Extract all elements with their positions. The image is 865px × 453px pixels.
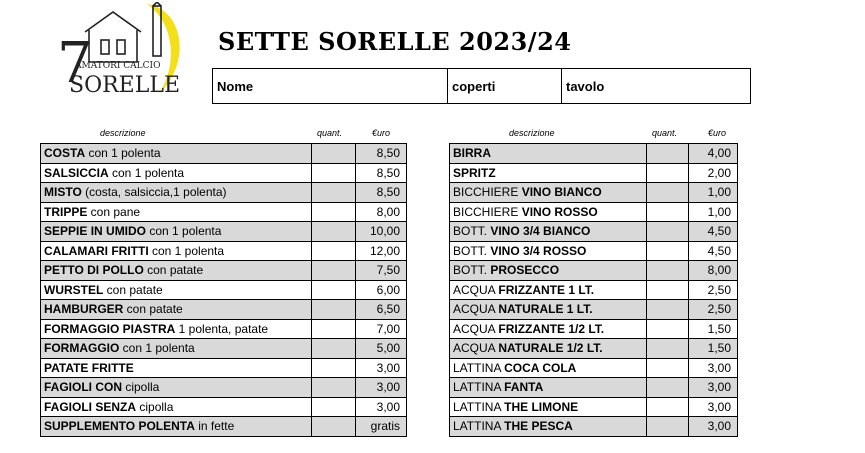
right-header-descrizione: descrizione (509, 128, 555, 138)
item-prefix: LATTINA (453, 380, 505, 395)
menu-row (41, 319, 407, 339)
item-description (450, 319, 647, 339)
quantity-cell[interactable] (647, 241, 689, 261)
menu-row (41, 280, 407, 300)
menu-row (450, 202, 738, 222)
item-prefix: BOTT. (453, 263, 491, 278)
quantity-cell[interactable] (312, 417, 356, 437)
quantity-cell[interactable] (312, 358, 356, 378)
quantity-cell[interactable] (647, 397, 689, 417)
item-name: SPRITZ (453, 165, 496, 180)
logo-number: 7 (57, 31, 93, 96)
price-cell: 8,50 (356, 144, 407, 164)
menu-row (450, 163, 738, 183)
item-description (41, 241, 312, 261)
menu-row (41, 339, 407, 359)
menu-row (450, 183, 738, 203)
item-name: PETTO DI POLLO (44, 263, 144, 278)
menu-row (450, 397, 738, 417)
item-prefix: BICCHIERE (453, 204, 522, 219)
quantity-cell[interactable] (312, 397, 356, 417)
item-name: VINO 3/4 ROSSO (490, 243, 587, 258)
item-detail: cipolla (136, 399, 174, 414)
item-description (450, 261, 647, 281)
item-name: VINO ROSSO (521, 204, 598, 219)
item-name: FRIZZANTE 1/2 LT. (498, 321, 605, 336)
item-name: FANTA (504, 380, 544, 395)
quantity-cell[interactable] (647, 222, 689, 242)
item-prefix: ACQUA (453, 341, 499, 356)
quantity-cell[interactable] (647, 319, 689, 339)
left-header-descrizione: descrizione (100, 128, 146, 138)
price-cell: 6,50 (356, 300, 407, 320)
quantity-cell[interactable] (312, 222, 356, 242)
price-cell: 3,00 (356, 378, 407, 398)
quantity-cell[interactable] (647, 261, 689, 281)
item-detail: con patate (143, 263, 204, 278)
menu-row (41, 144, 407, 164)
item-description (450, 358, 647, 378)
price-cell: 4,50 (689, 241, 738, 261)
menu-row (41, 417, 407, 437)
price-cell: 2,00 (689, 163, 738, 183)
item-detail: con 1 polenta (108, 165, 185, 180)
item-name: COSTA (44, 146, 86, 161)
item-description (41, 261, 312, 281)
right-header-quant: quant. (652, 128, 678, 138)
item-prefix: LATTINA (453, 419, 505, 434)
quantity-cell[interactable] (312, 202, 356, 222)
quantity-cell[interactable] (647, 417, 689, 437)
right-header-euro: €uro (708, 128, 727, 138)
item-detail: 1 polenta, patate (175, 321, 269, 336)
logo-graphic (55, 2, 187, 104)
item-detail: con patate (123, 302, 183, 317)
item-name: FORMAGGIO (44, 341, 120, 356)
item-description (450, 183, 647, 203)
quantity-cell[interactable] (312, 339, 356, 359)
menu-row (450, 417, 738, 437)
price-cell: 3,00 (356, 358, 407, 378)
item-detail: con pane (87, 204, 141, 219)
price-cell: 3,00 (356, 397, 407, 417)
item-name: NATURALE 1/2 LT. (498, 341, 603, 356)
item-description (450, 144, 647, 164)
item-detail: con patate (103, 282, 163, 297)
quantity-cell[interactable] (647, 280, 689, 300)
item-name: FRIZZANTE 1 LT. (498, 282, 595, 297)
item-detail: con 1 polenta (148, 243, 225, 258)
item-description (41, 163, 312, 183)
item-prefix: LATTINA (453, 360, 505, 375)
quantity-cell[interactable] (312, 183, 356, 203)
item-detail: con 1 polenta (85, 146, 161, 161)
item-name: WURSTEL (44, 282, 104, 297)
menu-row (450, 358, 738, 378)
drinks-menu-table (449, 143, 738, 437)
item-name: PATATE FRITTE (44, 360, 134, 375)
menu-row (41, 300, 407, 320)
item-prefix: BOTT. (453, 243, 491, 258)
menu-row (41, 183, 407, 203)
item-description (41, 397, 312, 417)
item-description (450, 222, 647, 242)
menu-row (450, 339, 738, 359)
item-name: MISTO (44, 185, 82, 200)
quantity-cell[interactable] (647, 144, 689, 164)
price-cell: 7,00 (356, 319, 407, 339)
item-description (450, 280, 647, 300)
price-cell: 8,00 (689, 261, 738, 281)
menu-row (450, 144, 738, 164)
menu-row (450, 261, 738, 281)
tavolo-field[interactable] (562, 69, 750, 103)
club-logo (55, 2, 187, 104)
item-description (41, 300, 312, 320)
item-name: PROSECCO (490, 263, 560, 278)
logo-arc-text: AMATORI CALCIO (75, 61, 161, 71)
nome-label: Nome (217, 78, 254, 94)
menu-row (450, 241, 738, 261)
item-description (41, 222, 312, 242)
price-cell: 4,00 (689, 144, 738, 164)
quantity-cell[interactable] (647, 378, 689, 398)
item-prefix: ACQUA (453, 321, 499, 336)
price-cell: 8,50 (356, 163, 407, 183)
item-detail: (costa, salsiccia,1 polenta) (81, 185, 227, 200)
price-cell: 3,00 (689, 417, 738, 437)
item-description (450, 417, 647, 437)
item-name: THE PESCA (504, 419, 573, 434)
quantity-cell[interactable] (312, 300, 356, 320)
item-name: FORMAGGIO PIASTRA (44, 321, 176, 336)
left-header-quant: quant. (317, 128, 343, 138)
quantity-cell[interactable] (312, 144, 356, 164)
item-name: FAGIOLI CON (44, 380, 122, 395)
price-cell: 8,00 (356, 202, 407, 222)
quantity-cell[interactable] (647, 163, 689, 183)
item-name: COCA COLA (504, 360, 577, 375)
item-name: NATURALE 1 LT. (498, 302, 593, 317)
menu-row (41, 241, 407, 261)
item-name: SUPPLEMENTO POLENTA (44, 419, 195, 434)
quantity-cell[interactable] (312, 241, 356, 261)
quantity-cell[interactable] (647, 339, 689, 359)
item-description (450, 241, 647, 261)
menu-row (450, 319, 738, 339)
item-detail: con 1 polenta (119, 341, 195, 356)
item-description (450, 378, 647, 398)
item-name: VINO BIANCO (521, 185, 602, 200)
page-title: SETTE SORELLE 2023/24 (218, 27, 572, 56)
item-description (450, 202, 647, 222)
item-detail: con 1 polenta (146, 224, 222, 239)
menu-row (450, 280, 738, 300)
price-cell: 7,50 (356, 261, 407, 281)
nome-field[interactable] (213, 69, 448, 103)
quantity-cell[interactable] (647, 202, 689, 222)
item-description (41, 319, 312, 339)
item-description (41, 339, 312, 359)
item-description (41, 183, 312, 203)
price-cell: 4,50 (689, 222, 738, 242)
church-icon (85, 2, 161, 62)
item-detail: in fette (194, 419, 235, 434)
order-header-box (212, 68, 751, 104)
item-detail: cipolla (122, 380, 160, 395)
left-header-euro: €uro (372, 128, 391, 138)
item-description (450, 339, 647, 359)
coperti-field[interactable] (448, 69, 562, 103)
menu-row (41, 378, 407, 398)
price-cell: 5,00 (356, 339, 407, 359)
price-cell: 3,00 (689, 358, 738, 378)
item-name: THE LIMONE (504, 399, 579, 414)
quantity-cell[interactable] (647, 183, 689, 203)
item-description (41, 280, 312, 300)
price-cell: 3,00 (689, 378, 738, 398)
price-cell: 1,50 (689, 319, 738, 339)
menu-row (41, 222, 407, 242)
menu-row (41, 397, 407, 417)
price-cell: 2,50 (689, 280, 738, 300)
quantity-cell[interactable] (312, 261, 356, 281)
menu-row (450, 378, 738, 398)
price-cell: 6,00 (356, 280, 407, 300)
item-description (41, 358, 312, 378)
quantity-cell[interactable] (312, 280, 356, 300)
food-menu-table (40, 143, 407, 437)
price-cell: 1,00 (689, 202, 738, 222)
item-description (41, 378, 312, 398)
quantity-cell[interactable] (312, 163, 356, 183)
menu-row (41, 261, 407, 281)
coperti-label: coperti (452, 78, 496, 94)
price-cell: 10,00 (356, 222, 407, 242)
price-cell: gratis (356, 417, 407, 437)
price-cell: 8,50 (356, 183, 407, 203)
item-name: SALSICCIA (44, 165, 109, 180)
item-description (450, 163, 647, 183)
quantity-cell[interactable] (647, 358, 689, 378)
item-prefix: BICCHIERE (453, 185, 522, 200)
item-name: BIRRA (453, 146, 491, 161)
price-cell: 2,50 (689, 300, 738, 320)
tavolo-label: tavolo (566, 78, 605, 94)
menu-row (41, 163, 407, 183)
item-name: FAGIOLI SENZA (44, 399, 137, 414)
item-description (450, 300, 647, 320)
item-name: TRIPPE (44, 204, 88, 219)
item-description (41, 417, 312, 437)
item-name: HAMBURGER (44, 302, 124, 317)
menu-row (41, 358, 407, 378)
item-description (41, 144, 312, 164)
price-cell: 1,00 (689, 183, 738, 203)
item-name: VINO 3/4 BIANCO (490, 224, 591, 239)
menu-row (450, 300, 738, 320)
item-prefix: ACQUA (453, 302, 499, 317)
menu-row (450, 222, 738, 242)
item-name: CALAMARI FRITTI (44, 243, 149, 258)
quantity-cell[interactable] (647, 300, 689, 320)
item-description (41, 202, 312, 222)
price-cell: 1,50 (689, 339, 738, 359)
item-prefix: BOTT. (453, 224, 491, 239)
item-prefix: LATTINA (453, 399, 505, 414)
price-cell: 3,00 (689, 397, 738, 417)
item-prefix: ACQUA (453, 282, 499, 297)
menu-row (41, 202, 407, 222)
price-cell: 12,00 (356, 241, 407, 261)
quantity-cell[interactable] (312, 378, 356, 398)
item-description (450, 397, 647, 417)
quantity-cell[interactable] (312, 319, 356, 339)
logo-name: SORELLE (69, 73, 181, 98)
item-name: SEPPIE IN UMIDO (44, 224, 147, 239)
